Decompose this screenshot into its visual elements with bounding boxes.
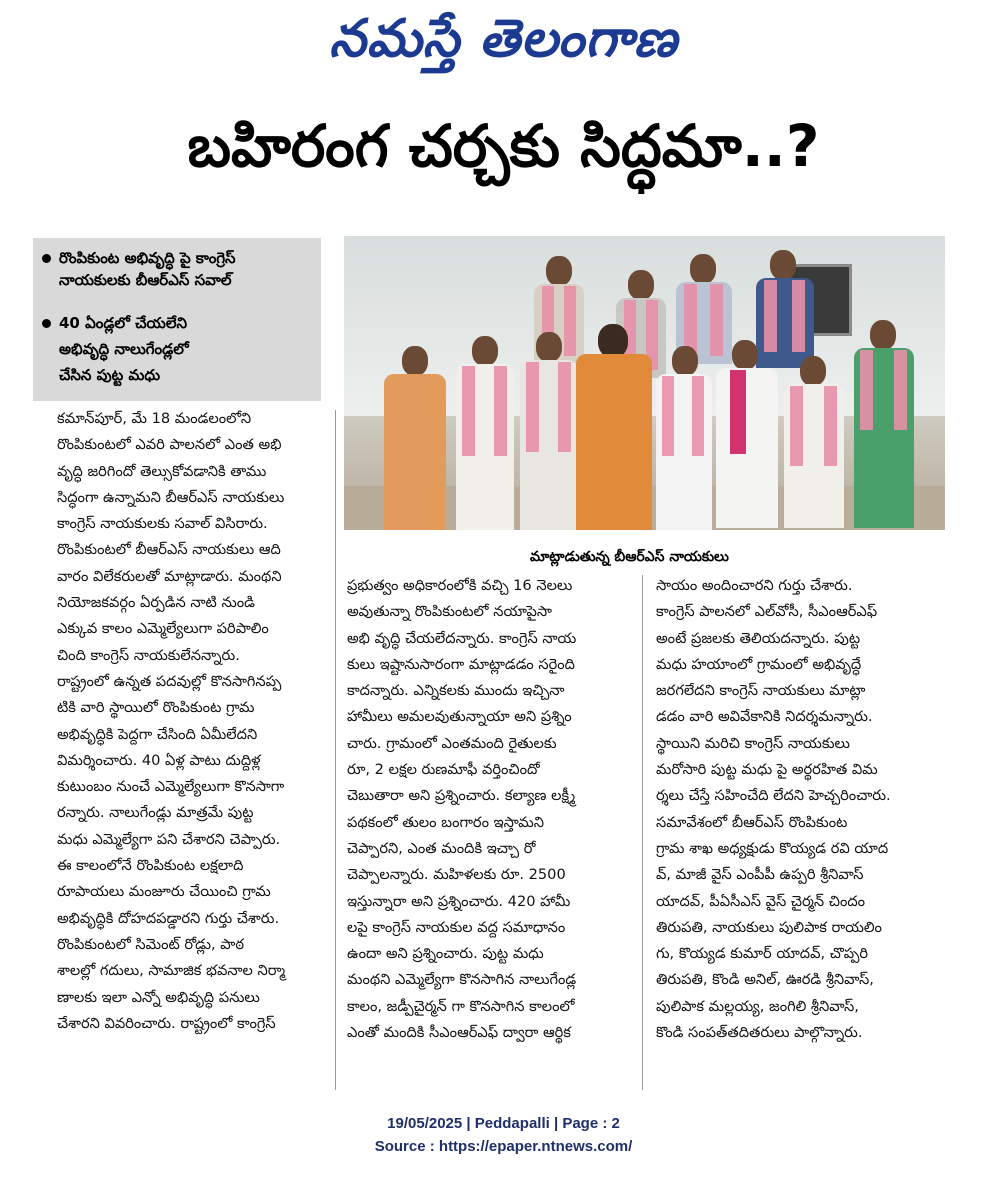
article-line: శాలల్లో గదులు, సామాజిక భవనాల నిర్మా	[57, 962, 286, 980]
article-column-3	[656, 573, 891, 1046]
article-line: పులిపాక మల్లయ్య, జంగిలి శ్రీనివాస్,	[656, 997, 859, 1015]
article-line: ఉందా అని ప్రశ్నించారు. పుట్ట మధు	[347, 945, 544, 963]
headline: బహిరంగ చర్చకు సిద్ధమా..?	[187, 112, 820, 180]
article-line: గ్రామ శాఖ అధ్యక్షుడు కొయ్యడ రవి యాద	[656, 839, 889, 857]
article-line: చింది కాంగ్రెస్ నాయకులేనన్నారు.	[57, 646, 240, 664]
article-line: చెప్పాలన్నారు. మహిళలకు రూ. 2500	[347, 866, 566, 884]
article-line: ణాలకు ఇలా ఎన్నో అభివృద్ధి పనులు	[57, 988, 260, 1006]
article-line: చారు. గ్రామంలో ఎంతమంది రైతులకు	[347, 734, 557, 752]
article-line: అభి వృద్ధి చేయలేదన్నారు. కాంగ్రెస్ నాయ	[347, 629, 577, 647]
article-line: లపై కాంగ్రెస్ నాయకుల వద్ద సమాధానం	[347, 918, 566, 936]
article-line: తిరుపతి, నాయకులు పులిపాక రాయలిం	[656, 918, 882, 936]
article-line: చెప్పారని, ఎంత మందికి ఇచ్చా రో	[347, 839, 536, 857]
column-divider	[335, 410, 336, 1090]
footer-dateline: 19/05/2025 | Peddapalli | Page : 2	[387, 1115, 620, 1132]
article-line: రాష్ట్రంలో ఉన్నత పదవుల్లో కొనసాగినప్ప	[57, 672, 282, 690]
article-line: కాదన్నారు. ఎన్నికలకు ముందు ఇచ్చినా	[347, 682, 565, 700]
article-line: చేశారని వివరించారు. రాష్ట్రంలో కాంగ్రెస్	[57, 1014, 276, 1032]
highlight-line: చేసిన పుట్ట మధు	[59, 366, 161, 384]
article-line: యాదవ్, పీఏసీఎస్ వైస్ చైర్మన్ చిందం	[656, 892, 866, 910]
article-line: కులు ఇష్టానుసారంగా మాట్లాడడం సరైంది	[347, 655, 575, 673]
article-line: కాంగ్రెస్ నాయకులకు సవాల్ విసిరారు.	[57, 515, 268, 533]
article-line: మధు ఎమ్మెల్యేగా పని చేశారని చెప్పారు.	[57, 830, 281, 848]
article-line: స్థాయిని మరిచి కాంగ్రెస్ నాయకులు	[656, 734, 850, 752]
article-line: టికి వారి స్థాయిలో రొంపికుంట గ్రామ	[57, 699, 255, 717]
article-line: రూ, 2 లక్షల రుణమాఫీ వర్తించిందో	[347, 761, 540, 779]
article-line: వ్, మాజీ వైస్ ఎంపీపీ ఉప్పరి శ్రీనివాస్	[656, 866, 864, 884]
highlight-line: 40 ఏండ్లలో చేయలేని	[59, 314, 187, 332]
article-line: పథకంలో తులం బంగారం ఇస్తామని	[347, 813, 544, 831]
highlight-line: అభివృద్ధి నాలుగేండ్లలో	[59, 340, 189, 358]
photo-caption: మాట్లాడుతున్న బీఆర్ఎస్ నాయకులు	[530, 549, 729, 565]
article-line: విమర్శించారు. 40 ఏళ్ల పాటు దుద్దిళ్ల	[57, 751, 261, 769]
article-line: రన్నారు. నాలుగేండ్లు మాత్రమే పుట్ట	[57, 804, 254, 822]
article-line: మంథని ఎమ్మెల్యేగా కొనసాగిన నాలుగేండ్ల	[347, 971, 577, 989]
footer-source: Source : https://epaper.ntnews.com/	[374, 1138, 633, 1155]
article-line: మధు హయాంలో గ్రామంలో అభివృద్ధే	[656, 655, 862, 673]
article-line: చెబుతారా అని ప్రశ్నించారు. కల్యాణ లక్ష్మీ	[347, 787, 576, 805]
article-line: వృద్ధి జరిగిందో తెల్సుకోవడానికి తాము	[57, 462, 267, 480]
article-line: రొంపికుంటలో ఎవరి పాలనలో ఎంత అభి	[57, 436, 282, 454]
article-line: అభివృద్ధికి దోహదపడ్డారని గుర్తు చేశారు.	[57, 909, 280, 927]
article-line: రూపాయలు మంజూరు చేయించి గ్రామ	[57, 883, 271, 901]
article-line: ప్రభుత్వం అధికారంలోకి వచ్చి 16 నెలలు	[347, 577, 573, 594]
highlight-1	[42, 247, 236, 291]
bullet-icon	[42, 319, 51, 328]
article-line: కొండి సంపత్‌తదితరులు పాల్గొన్నారు.	[656, 1024, 863, 1042]
article-line: అభివృద్ధికి పెద్దగా చేసింది ఏమీలేదని	[57, 725, 258, 743]
article-line: రొంపికుంటలో బీఆర్ఎస్ నాయకులు ఆది	[57, 541, 281, 559]
highlight-line: నాయకులకు బీఆర్ఎస్ సవాల్	[59, 271, 232, 289]
highlight-2	[42, 312, 189, 386]
article-line: అవుతున్నా రొంపికుంటలో నయాపైసా	[347, 603, 552, 621]
article-column-1	[57, 406, 285, 1037]
article-line: మరోసారి పుట్ట మధు పై అర్థరహిత విమ	[656, 761, 878, 779]
masthead-logo: నమస్తే తెలంగాణ	[329, 8, 678, 69]
column-divider	[642, 575, 643, 1090]
bullet-icon	[42, 254, 51, 263]
article-line: రొంపికుంటలో సిమెంట్ రోడ్లు, పాఠ	[57, 935, 244, 953]
article-line: గు, కొయ్యడ కుమార్ యాదవ్, చొప్పరి	[656, 945, 869, 963]
article-line: తిరుపతి, కొండి అనిల్, ఊరడి శ్రీనివాస్,	[656, 971, 874, 989]
article-line: కాలం, జడ్పీచైర్మన్ గా కొనసాగిన కాలంలో	[347, 997, 575, 1015]
article-line: ఎంతో మందికి సీఎంఆర్ఎఫ్ ద్వారా ఆర్థిక	[347, 1024, 571, 1042]
article-line: కుటుంబం నుంచే ఎమ్మెల్యేలుగా కొనసాగా	[57, 778, 285, 796]
article-line: కమాన్‌పూర్, మే 18 మండలంలోని	[57, 410, 252, 427]
article-line: అంటే ప్రజలకు తెలియదన్నారు. పుట్ట	[656, 629, 861, 647]
article-line: డడం వారి అవివేకానికి నిదర్శమన్నారు.	[656, 708, 873, 726]
article-line: జరగలేదని కాంగ్రెస్ నాయకులు మాట్లా	[656, 682, 866, 700]
article-column-2	[347, 573, 576, 1046]
article-line: కాంగ్రెస్ పాలనలో ఎల్‌వోసీ, సీఎంఆర్ఎఫ్	[656, 603, 878, 621]
article-line: నియోజకవర్గం ఏర్పడిన నాటి నుండి	[57, 594, 255, 612]
article-line: ఎక్కువ కాలం ఎమ్మెల్యేలుగా పరిపాలిం	[57, 620, 269, 638]
article-line: హామీలు అమలవుతున్నాయా అని ప్రశ్నిం	[347, 708, 572, 726]
article-line: సాయం అందించారని గుర్తు చేశారు.	[656, 577, 853, 594]
highlight-line: రొంపికుంట అభివృద్ధి పై కాంగ్రెస్	[59, 249, 236, 267]
article-line: సిద్ధంగా ఉన్నామని బీఆర్ఎస్ నాయకులు	[57, 488, 285, 506]
article-line: సమావేశంలో బీఆర్ఎస్ రొంపికుంట	[656, 813, 848, 831]
article-line: ర్శలు చేస్తే సహించేది లేదని హెచ్చరించారు.	[656, 787, 891, 805]
article-line: వారం విలేకరులతో మాట్లాడారు. మంథని	[57, 567, 282, 585]
news-photo	[344, 236, 945, 530]
article-line: ఇస్తున్నారా అని ప్రశ్నించారు. 420 హామీ	[347, 892, 571, 910]
article-line: ఈ కాలంలోనే రొంపికుంట లక్షలాది	[57, 857, 244, 875]
